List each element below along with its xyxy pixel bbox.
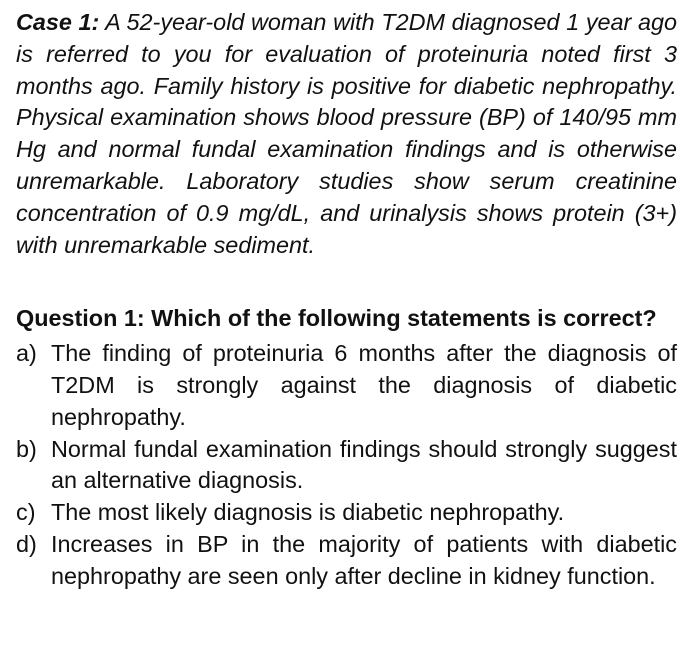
- option-text: Normal fundal examination findings should strongly suggest an alternative diagnosis.: [51, 435, 677, 494]
- case-text: A 52-year-old woman with T2DM diagnosed 1 year ago is referred to you for evaluation of proteinuria noted first 3 months ago. Family history is positive for diabetic nephropathy. Physical examination shows blood pressure (BP) of 140/95 mm Hg and normal fundal examination findings and is otherwise unremarkable. Laboratory studies show serum creatinine concentration of 0.9 mg/dL, and urinalysis shows protein (3+) with unremarkable sediment.: [16, 9, 678, 258]
- case-paragraph: [16, 7, 677, 261]
- option-text: The most likely diagnosis is diabetic nephropathy.: [51, 499, 565, 526]
- answer-options-list: [16, 338, 677, 592]
- option-text: Increases in BP in the majority of patients with diabetic nephropathy are seen only after decline in kidney function.: [51, 530, 677, 589]
- answer-option-b: [16, 434, 677, 498]
- answer-option-c: [16, 497, 677, 529]
- answer-option-d: [16, 529, 677, 593]
- answer-option-a: [16, 338, 677, 433]
- question-heading: Question 1: Which of the following statements is correct?: [16, 305, 657, 332]
- option-letter: d): [16, 530, 37, 557]
- option-letter: b): [16, 435, 37, 462]
- option-letter: a): [16, 340, 37, 367]
- option-letter: c): [16, 499, 36, 526]
- case-label: Case 1:: [16, 9, 100, 35]
- option-text: The finding of proteinuria 6 months after the diagnosis of T2DM is strongly against the diagnosis of diabetic nephropathy.: [51, 340, 677, 430]
